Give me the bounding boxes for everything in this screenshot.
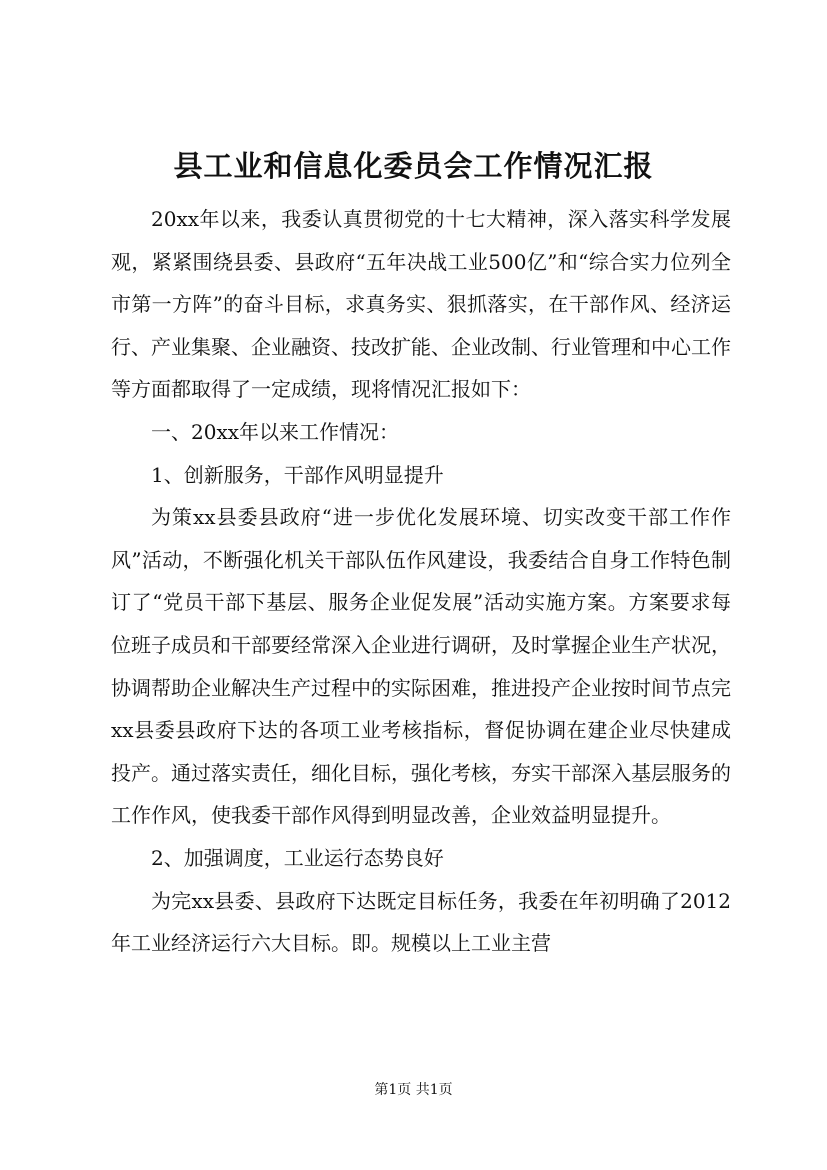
- subsection-heading: 2、加强调度，工业运行态势良好: [151, 845, 444, 870]
- paragraph-body: 为完xx县委、县政府下达既定目标任务，我委在年初明确了2012年工业经济运行六大目标。即。规模以上工业主营: [111, 888, 731, 956]
- paragraph-intro: 20xx年以来，我委认真贯彻党的十七大精神，深入落实科学发展观，紧紧围绕县委、县政府“五年决战工业500亿”和“综合实力位列全市第一方阵”的奋斗目标，求真务实、狠抓落实，在干部作风、经济运行、产业集聚、企业融资、技改扩能、企业改制、行业管理和中心工作等方面都取得了一定成绩，现将情况汇报如下：: [111, 207, 731, 402]
- page-footer: 第1页 共1页: [374, 1082, 453, 1098]
- document-title: 县工业和信息化委员会工作情况汇报: [173, 149, 654, 183]
- paragraph-body: 为策xx县委县政府“进一步优化发展环境、切实改变干部工作作风”活动，不断强化机关干部队伍作风建设，我委结合自身工作特色制订了“党员干部下基层、服务企业促发展”活动实施方案。方案要求每位班子成员和干部要经常深入企业进行调研，及时掌握企业生产状况，协调帮助企业解决生产过程中的实际困难，推进投产企业按时间节点完xx县委县政府下达的各项工业考核指标，督促协调在建企业尽快建成投产。通过落实责任，细化目标，强化考核，夯实干部深入基层服务的工作作风，使我委干部作风得到明显改善，企业效益明显提升。: [111, 505, 731, 828]
- section-heading: 一、20xx年以来工作情况：: [151, 419, 400, 444]
- document-body: [111, 198, 731, 965]
- subsection-heading: 1、创新服务，干部作风明显提升: [151, 462, 444, 487]
